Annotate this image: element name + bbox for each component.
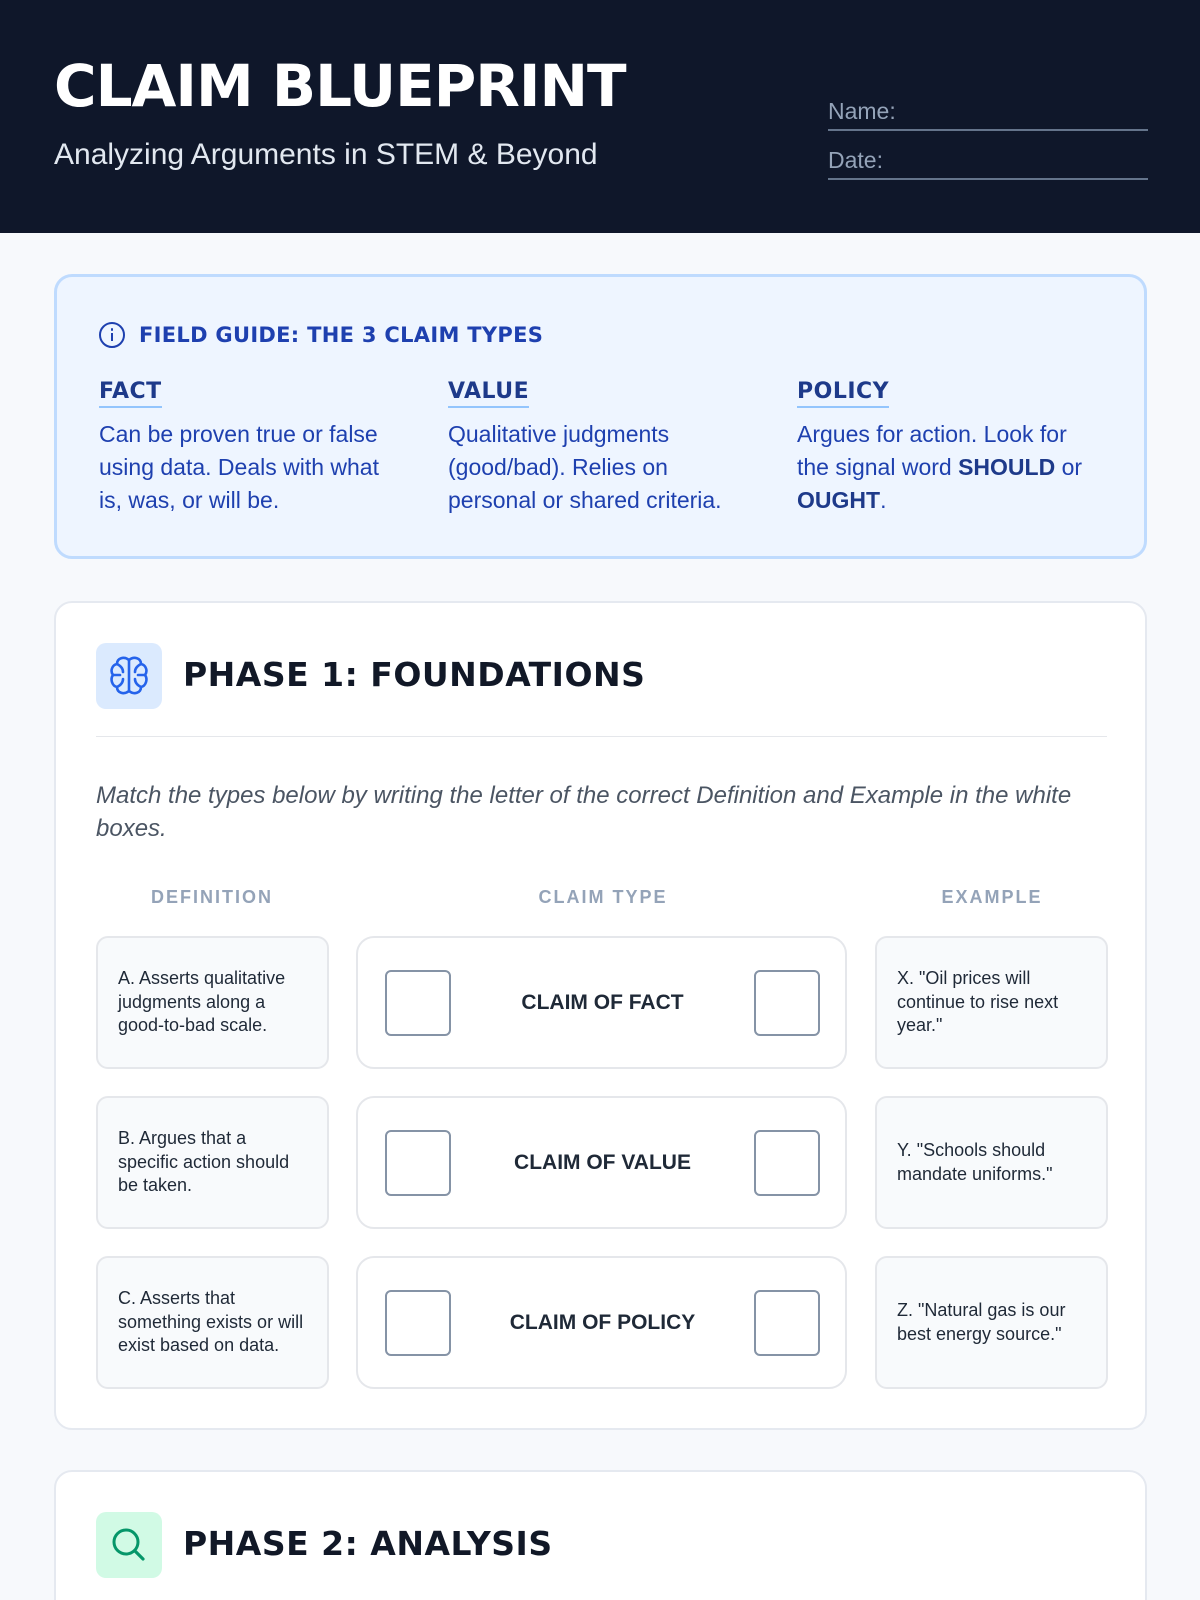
guide-heading-value: VALUE [448,379,529,408]
example-column-header: EXAMPLE [941,887,1043,907]
phase2-card [54,1470,1147,1600]
claim-type-card-policy [356,1256,847,1389]
guide-column-value [448,379,748,517]
example-y: Y. "Schools should mandate uniforms." [875,1096,1108,1229]
claim-type-label-fact: CLAIM OF FACT [521,990,684,1014]
example-z: Z. "Natural gas is our best energy source." [875,1256,1108,1389]
worksheet-header [0,0,1200,233]
claim-type-label-policy: CLAIM OF POLICY [509,1310,696,1334]
definition-c: C. Asserts that something exists or will exist based on data. [96,1256,329,1389]
example-answer-box[interactable] [754,970,820,1036]
info-icon [99,322,125,348]
guide-text-value: Qualitative judgments (good/bad). Relies on personal or shared criteria. [448,421,722,513]
definition-answer-box[interactable] [385,1290,451,1356]
signal-word-should: SHOULD [958,454,1056,480]
definition-answer-box[interactable] [385,970,451,1036]
match-row-value [96,1096,1108,1229]
definition-b: B. Argues that a specific action should be taken. [96,1096,329,1229]
definition-a: A. Asserts qualitative judgments along a good-to-bad scale. [96,936,329,1069]
search-icon [96,1512,162,1578]
brain-icon [96,643,162,709]
name-field[interactable] [828,97,1148,131]
phase2-title: PHASE 2: ANALYSIS [183,1524,553,1563]
field-guide [54,274,1147,559]
definition-column-header: DEFINITION [151,887,273,907]
phase1-card [54,601,1147,1430]
policy-text-mid: or [1055,454,1083,480]
worksheet-title: CLAIM BLUEPRINT [54,52,626,120]
policy-text-end: . [880,487,887,513]
phase1-icon-badge [96,643,162,709]
match-row-policy [96,1256,1108,1389]
field-guide-title: FIELD GUIDE: THE 3 CLAIM TYPES [139,323,544,347]
date-label: Date: [828,147,883,173]
match-row-fact [96,936,1108,1069]
signal-word-ought: OUGHT [797,487,881,513]
field-guide-header [99,321,543,349]
worksheet-subtitle: Analyzing Arguments in STEM & Beyond [54,138,598,171]
guide-text-fact: Can be proven true or false using data. Deals with what is, was, or will be. [99,421,379,513]
phase1-divider [96,736,1107,737]
phase1-title: PHASE 1: FOUNDATIONS [183,655,646,694]
claim-type-label-value: CLAIM OF VALUE [514,1150,691,1174]
phase1-instructions: Match the types below by writing the letter of the correct Definition and Example in the white boxes. [96,782,1072,842]
phase2-icon-badge [96,1512,162,1578]
name-label: Name: [828,98,896,124]
example-x: X. "Oil prices will continue to rise next year." [875,936,1108,1069]
example-answer-box[interactable] [754,1290,820,1356]
guide-column-fact [99,379,399,517]
guide-text-policy [797,418,1097,517]
example-answer-box[interactable] [754,1130,820,1196]
policy-text-start: Argues for action. Look for the signal word [797,421,1067,480]
definition-answer-box[interactable] [385,1130,451,1196]
claim-type-card-value [356,1096,847,1229]
guide-column-policy [797,379,1097,517]
claim-type-card-fact [356,936,847,1069]
claim-type-column-header: CLAIM TYPE [538,887,668,907]
guide-heading-fact: FACT [99,379,162,408]
date-field[interactable] [828,146,1148,180]
guide-heading-policy: POLICY [797,379,889,408]
